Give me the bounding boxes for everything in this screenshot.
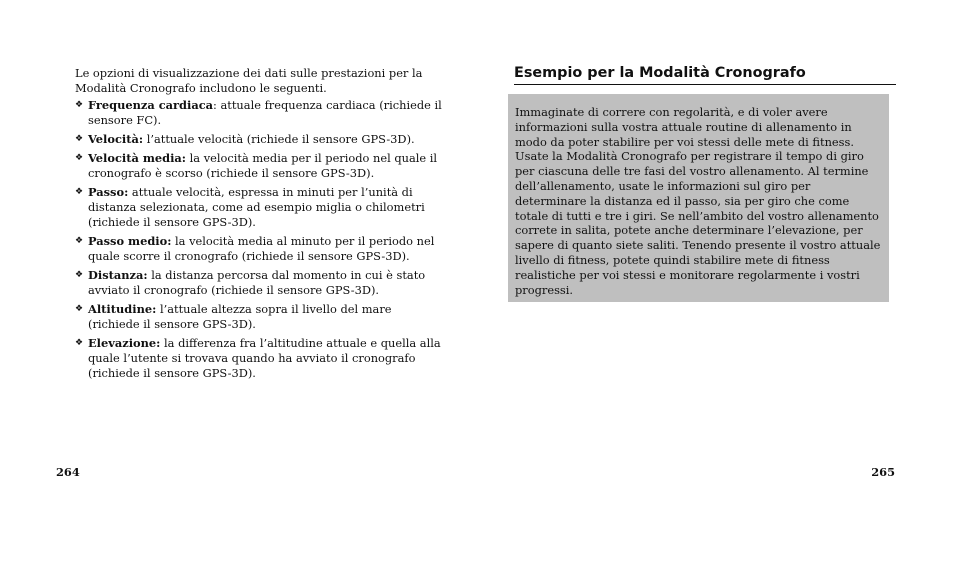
diamond-dots-icon: ❖ (75, 134, 84, 144)
diamond-dots-icon: ❖ (75, 304, 84, 314)
bullet-text: : attuale frequenza cardiaca (richiede il sensore FC). (88, 98, 442, 127)
list-item (75, 336, 445, 381)
bullet-term: Altitudine: (88, 302, 157, 316)
list-item (75, 132, 445, 147)
bullet-text: l’attuale velocità (richiede il sensore GPS-3D). (143, 132, 415, 146)
bullet-term: Distanza: (88, 268, 148, 282)
section-title: Esempio per la Modalità Cronografo (514, 64, 896, 85)
diamond-dots-icon: ❖ (75, 187, 84, 197)
example-box: Immaginate di correre con regolarità, e di voler avere informazioni sulla vostra attuale routine di allenamento in modo da poter stabilire per voi stessi delle mete di fitness. Usate la Modalità Cronografo per registrare il tempo di giro per ciascuna delle tre fasi del vostro allenamento. Al termine dell’allenamento, usate le informazioni sul giro per determinare la distanza ed il passo, sia per giro che come totale di tutti e tre i giri. Se nell’ambito del vostro allenamento correte in salita, potete anche determinare l’elevazione, per sapere di quanto siete saliti. Tenendo presente il vostro attuale livello di fitness, potete quindi stabilire mete di fitness realistiche per voi stessi e monitorare regolarmente i vostri progressi. (508, 94, 889, 302)
performance-data-list (75, 98, 445, 385)
bullet-term: Elevazione: (88, 336, 161, 350)
bullet-term: Passo: (88, 185, 129, 199)
bullet-text: attuale velocità, espressa in minuti per l’unità di distanza selezionata, come ad esempio miglia o chilometri (richiede il sensore GPS-3D). (88, 185, 425, 229)
list-item (75, 234, 445, 264)
bullet-text: la velocità media al minuto per il periodo nel quale scorre il cronografo (richiede il sensore GPS-3D). (88, 234, 435, 263)
bullet-term: Frequenza cardiaca (88, 98, 214, 112)
bullet-term: Passo medio: (88, 234, 172, 248)
bullet-text: l’attuale altezza sopra il livello del mare (richiede il sensore GPS-3D). (88, 302, 392, 331)
list-item (75, 268, 445, 298)
right-page (477, 0, 954, 573)
list-item (75, 151, 445, 181)
list-item (75, 185, 445, 230)
diamond-dots-icon: ❖ (75, 338, 84, 348)
diamond-dots-icon: ❖ (75, 236, 84, 246)
page-number-left: 264 (56, 465, 80, 479)
bullet-text: la distanza percorsa dal momento in cui è stato avviato il cronografo (richiede il sensore GPS-3D). (88, 268, 426, 297)
bullet-text: la velocità media per il periodo nel quale il cronografo è scorso (richiede il sensore GPS-3D). (88, 151, 438, 180)
bullet-term: Velocità: (88, 132, 144, 146)
list-item (75, 98, 445, 128)
bullet-term: Velocità media: (88, 151, 187, 165)
list-item (75, 302, 445, 332)
bullet-text: la differenza fra l’altitudine attuale e quella alla quale l’utente si trovava quando ha avviato il cronografo (richiede il sensore GPS-3D). (88, 336, 441, 380)
diamond-dots-icon: ❖ (75, 270, 84, 280)
diamond-dots-icon: ❖ (75, 100, 84, 110)
intro-paragraph: Le opzioni di visualizzazione dei dati sulle prestazioni per la Modalità Cronografo includono le seguenti. (75, 66, 423, 95)
diamond-dots-icon: ❖ (75, 153, 84, 163)
page-number-right: 265 (871, 465, 895, 479)
